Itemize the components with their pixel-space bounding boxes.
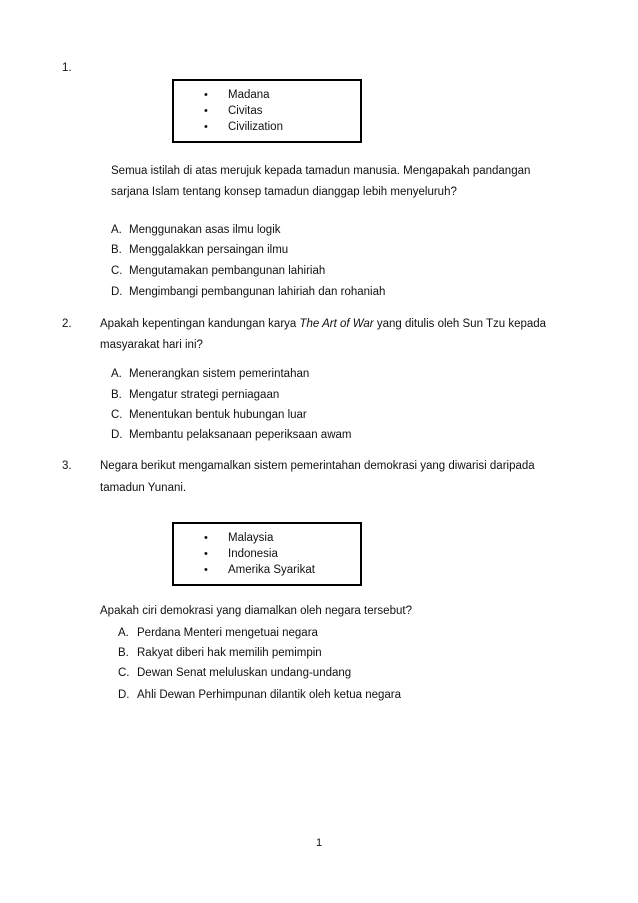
box-item: • Madana [204,89,270,101]
question-2-option-d-letter: D. [111,429,123,441]
box-item: • Civitas [204,105,263,117]
question-2-option-b[interactable]: Mengatur strategi perniagaan [129,389,280,401]
question-1-option-b[interactable]: Menggalakkan persaingan ilmu [129,244,289,256]
question-3-country-box [172,522,362,586]
question-3-option-d-letter: D. [118,689,130,701]
question-1-term-box [172,79,362,143]
question-1-option-a-letter: A. [111,224,122,236]
box-item: • Indonesia [204,548,278,560]
question-1-stem-line-1: Semua istilah di atas merujuk kepada tamadun manusia. Mengapakah pandangan [111,165,531,177]
question-1-number: 1. [62,62,72,74]
question-2-number: 2. [62,318,72,330]
question-1-stem-line-2: sarjana Islam tentang konsep tamadun dianggap lebih menyeluruh? [111,186,457,198]
question-3-option-d[interactable]: Ahli Dewan Perhimpunan dilantik oleh ketua negara [137,689,402,701]
page-number: 1 [316,837,323,849]
bullet-icon: • [204,548,208,560]
bullet-icon: • [204,564,208,576]
question-2-option-b-letter: B. [111,389,122,401]
question-2-option-d[interactable]: Membantu pelaksanaan peperiksaan awam [129,429,352,441]
question-3-option-c[interactable]: Dewan Senat meluluskan undang-undang [137,667,352,679]
question-1-option-c[interactable]: Mengutamakan pembangunan lahiriah [129,265,326,277]
question-3-question: Apakah ciri demokrasi yang diamalkan oleh negara tersebut? [100,605,412,617]
question-3-number: 3. [62,460,72,472]
question-3-stem-line-2: tamadun Yunani. [100,482,187,494]
question-3-stem-line-1: Negara berikut mengamalkan sistem pemerintahan demokrasi yang diwarisi daripada [100,460,535,472]
question-2-stem-line-1: Apakah kepentingan kandungan karya The Art of War yang ditulis oleh Sun Tzu kepada [100,318,547,330]
bullet-icon: • [204,121,208,133]
question-1-option-c-letter: C. [111,265,123,277]
bullet-icon: • [204,532,208,544]
bullet-icon: • [204,89,208,101]
question-2-option-c[interactable]: Menentukan bentuk hubungan luar [129,409,307,421]
question-3-option-b-letter: B. [118,647,129,659]
question-1-option-b-letter: B. [111,244,122,256]
box-item: • Civilization [204,121,283,133]
question-2-option-c-letter: C. [111,409,123,421]
question-2-stem-line-2: masyarakat hari ini? [100,339,203,351]
question-3-option-b[interactable]: Rakyat diberi hak memilih pemimpin [137,647,322,659]
question-1-option-a[interactable]: Menggunakan asas ilmu logik [129,224,281,236]
question-3-option-a-letter: A. [118,627,129,639]
question-1-option-d-letter: D. [111,286,123,298]
question-1-option-d[interactable]: Mengimbangi pembangunan lahiriah dan rohaniah [129,286,386,298]
question-2-option-a[interactable]: Menerangkan sistem pemerintahan [129,368,310,380]
box-item: • Malaysia [204,532,274,544]
bullet-icon: • [204,105,208,117]
book-title: The Art of War [299,318,374,330]
question-3-option-c-letter: C. [118,667,130,679]
question-2-option-a-letter: A. [111,368,122,380]
question-3-option-a[interactable]: Perdana Menteri mengetuai negara [137,627,318,639]
box-item: • Amerika Syarikat [204,564,315,576]
